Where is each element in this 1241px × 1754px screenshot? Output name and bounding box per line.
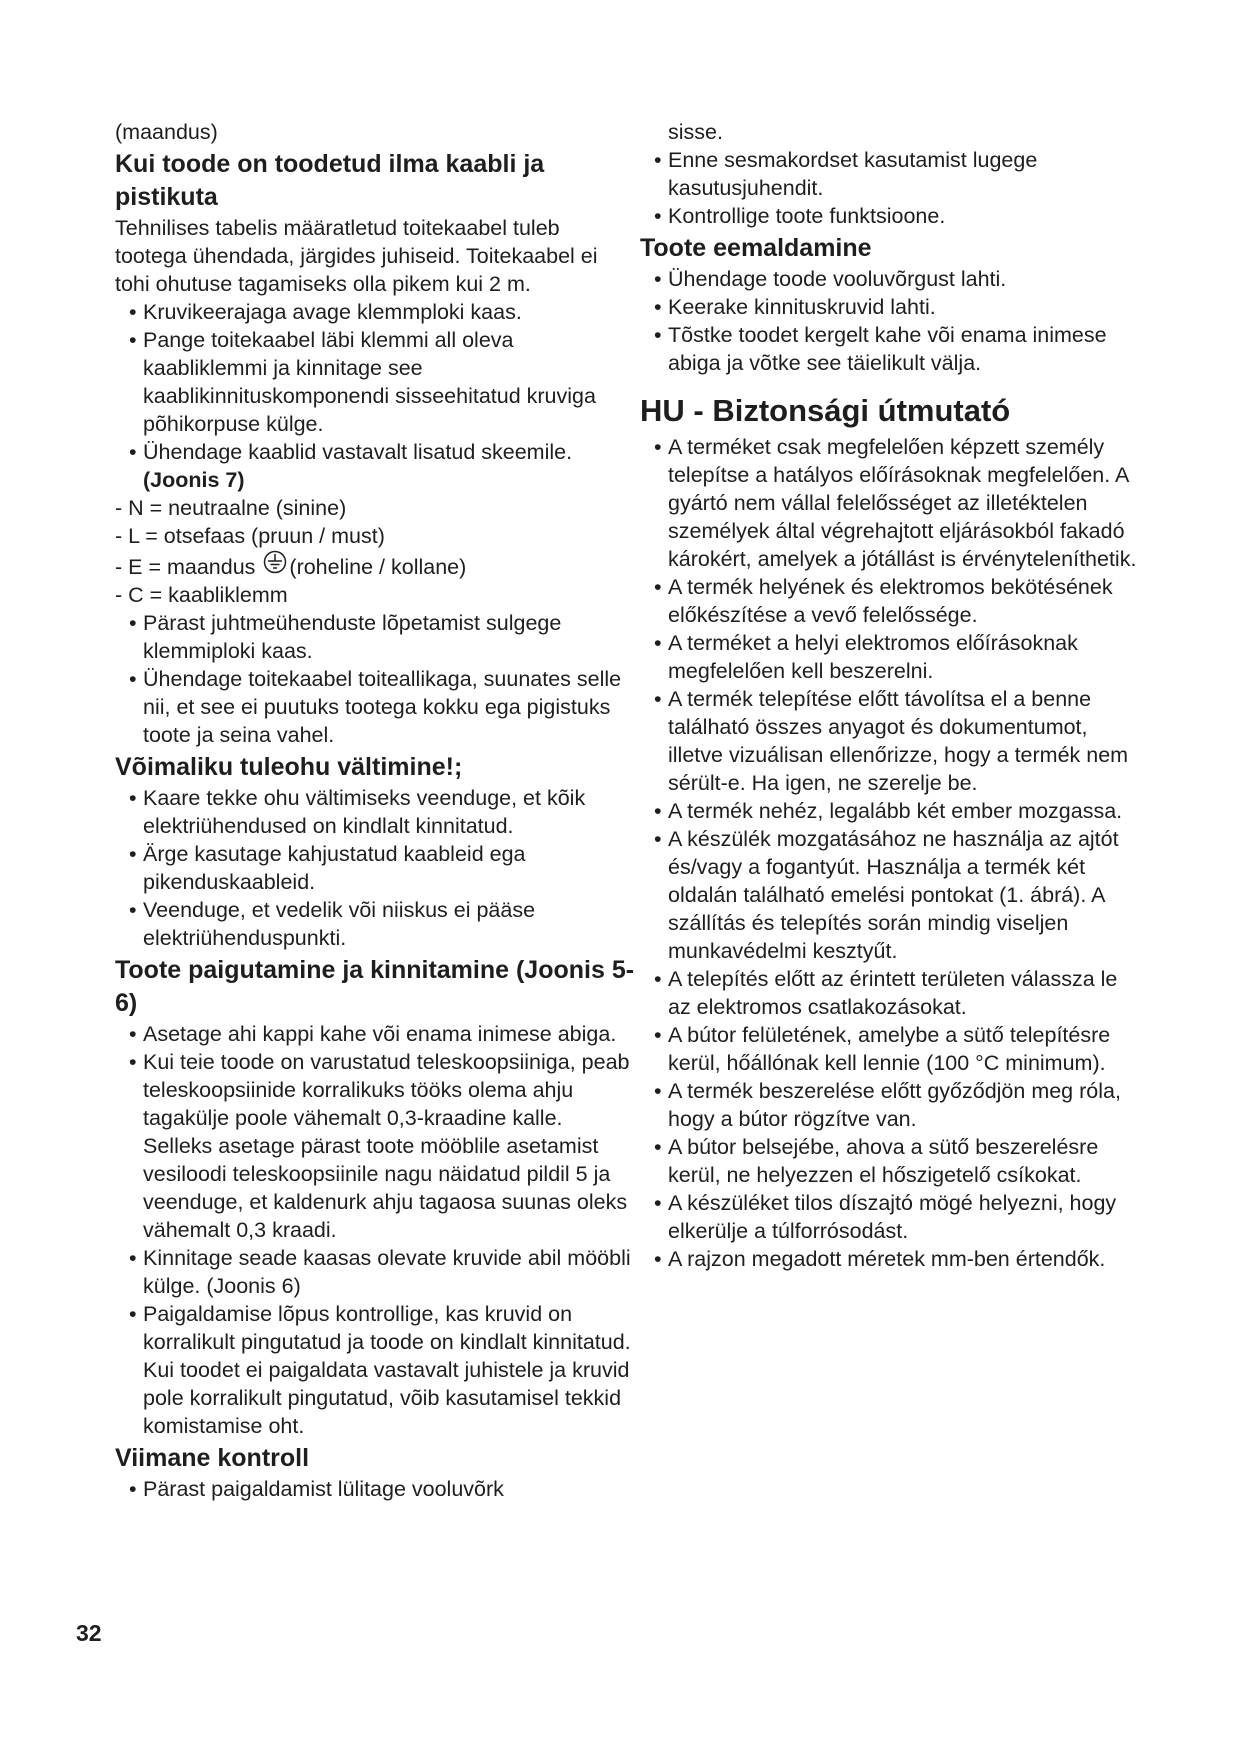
list-item: • Pärast juhtmeühenduste lõpetamist sulgege klemmiploki kaas. xyxy=(115,609,635,665)
list-item: • A termék beszerelése előtt győződjön meg róla, hogy a bútor rögzítve van. xyxy=(640,1077,1145,1133)
after-bullet-list xyxy=(115,609,635,749)
list-item: • Kruvikeerajaga avage klemmploki kaas. xyxy=(115,298,635,326)
list-item: • A termék telepítése előtt távolítsa el a benne található összes anyagot és dokumentumot, illetve vizuálisan ellenőrizze, hogy a termék nem sérült-e. Ha igen, ne szerelje be. xyxy=(640,685,1145,797)
removal-bullet-list xyxy=(640,265,1145,377)
cable-bullet-list xyxy=(115,298,635,494)
list-item: • A készüléket tilos díszajtó mögé helyezni, hogy elkerülje a túlforrósodást. xyxy=(640,1189,1145,1245)
right-column xyxy=(640,118,1145,1273)
list-item: • A terméket csak megfelelően képzett személy telepítse a hatályos előírásoknak megfelelően. A gyártó nem vállal felelősséget az illetéktelen személyek által végrehajtott eljárásokból fakadó károkért, amelyek a jótállást is érvényteleníthetik. xyxy=(640,433,1145,573)
intro-text: (maandus) xyxy=(115,120,218,144)
wire-neutral: - N = neutraalne (sinine) xyxy=(115,496,347,520)
list-item: • Pärast paigaldamist lülitage vooluvõrk xyxy=(115,1475,635,1503)
list-item: • Veenduge, et vedelik või niiskus ei pääse elektriühenduspunkti. xyxy=(115,896,635,952)
wiring-list xyxy=(115,494,635,609)
list-item: • Ühendage toode vooluvõrgust lahti. xyxy=(640,265,1145,293)
list-item: • Pange toitekaabel läbi klemmi all oleva kaabliklemmi ja kinnitage see kaablikinnituskomponendi sisseehitatud kruviga põhikorpuse külge. xyxy=(115,326,635,438)
list-item: • A készülék mozgatásához ne használja az ajtót és/vagy a fogantyút. Használja a termék két oldalán található emelési pontokat (1. ábrá). A szállítás és telepítés során mindig viseljen munkavédelmi kesztyűt. xyxy=(640,825,1145,965)
heading-cable: Kui toode on toodetud ilma kaabli ja pistikuta xyxy=(115,150,545,211)
list-item: • Paigaldamise lõpus kontrollige, kas kruvid on korralikult pingutatud ja toode on kindlalt kinnitatud. Kui toodet ei paigaldata vastavalt juhistele ja kruvid pole korralikult pingutatud, võib kasutamisel tekkid komistamise oht. xyxy=(115,1300,635,1440)
heading-removal: Toote eemaldamine xyxy=(640,234,872,262)
wire-earth: - E = maandus (roheline / kollane) xyxy=(115,550,635,581)
connect-text: Ühendage kaablid vastavalt lisatud skeemile. xyxy=(143,440,573,464)
figure-reference: (Joonis 7) xyxy=(143,468,245,492)
list-item: • Ärge kasutage kahjustatud kaableid ega pikenduskaableid. xyxy=(115,840,635,896)
list-item: • A rajzon megadott méretek mm-ben értendők. xyxy=(640,1245,1145,1273)
wire-phase: - L = otsefaas (pruun / must) xyxy=(115,524,385,548)
list-item: • Tõstke toodet kergelt kahe või enama inimese abiga ja võtke see täielikult välja. xyxy=(640,321,1145,377)
list-item: • Asetage ahi kappi kahe või enama inimese abiga. xyxy=(115,1020,635,1048)
list-item: • Kontrollige toote funktsioone. xyxy=(640,202,1145,230)
continuation-bullet-list xyxy=(640,146,1145,230)
list-item: • A terméket a helyi elektromos előírásoknak megfelelően kell beszerelni. xyxy=(640,629,1145,685)
heading-fire: Võimaliku tuleohu vältimine!; xyxy=(115,753,463,781)
list-item: • Ühendage toitekaabel toiteallikaga, suunates selle nii, et see ei puutuks tootega kokku ega pigistuks toote ja seina vahel. xyxy=(115,665,635,749)
placement-bullet-list xyxy=(115,1020,635,1440)
fire-bullet-list xyxy=(115,784,635,952)
list-item: • A telepítés előtt az érintett területen válassza le az elektromos csatlakozásokat. xyxy=(640,965,1145,1021)
list-item: • Kaare tekke ohu vältimiseks veenduge, et kõik elektriühendused on kindlalt kinnitatud. xyxy=(115,784,635,840)
list-item: • Enne sesmakordset kasutamist lugege kasutusjuhendit. xyxy=(640,146,1145,202)
heading-hu-safety: HU - Biztonsági útmutató xyxy=(640,393,1011,428)
list-item: • Kinnitage seade kaasas olevate kruvide abil mööbli külge. (Joonis 6) xyxy=(115,1244,635,1300)
list-item: • A bútor felületének, amelybe a sütő telepítésre kerül, hőállónak kell lennie (100 °C minimum). xyxy=(640,1021,1145,1077)
list-item: • Keerake kinnituskruvid lahti. xyxy=(640,293,1145,321)
paragraph-cable: Tehnilises tabelis määratletud toitekaabel tuleb tootega ühendada, järgides juhiseid. Toitekaabel ei tohi ohutuse tagamiseks olla pikem kui 2 m. xyxy=(115,216,598,296)
hu-bullet-list xyxy=(640,433,1145,1273)
ground-symbol-icon xyxy=(261,550,289,581)
final-bullet-list xyxy=(115,1475,635,1503)
page-number: 32 xyxy=(76,1620,102,1646)
heading-placement: Toote paigutamine ja kinnitamine (Joonis 5-6) xyxy=(115,956,635,1017)
left-column xyxy=(115,118,635,1503)
heading-final-check: Viimane kontroll xyxy=(115,1444,310,1472)
list-item xyxy=(115,438,635,494)
list-item: • A termék nehéz, legalább két ember mozgassa. xyxy=(640,797,1145,825)
wire-clamp: - C = kaabliklemm xyxy=(115,583,288,607)
list-item: • Kui teie toode on varustatud teleskoopsiiniga, peab teleskoopsiinide korralikuks tööks olema ahju tagakülje poole vähemalt 0,3-kraadine kalle. Selleks asetage pärast toote mööblile asetamist vesiloodi teleskoopsiinile nagu näidatud pildil 5 ja veenduge, et kaldenurk ahju tagaosa suunas oleks vähemalt 0,3 kraadi. xyxy=(115,1048,635,1244)
continuation-line: sisse. xyxy=(668,120,723,144)
list-item: • A termék helyének és elektromos bekötésének előkészítése a vevő felelőssége. xyxy=(640,573,1145,629)
list-item: • A bútor belsejébe, ahova a sütő beszerelésre kerül, ne helyezzen el hőszigetelő csíkokat. xyxy=(640,1133,1145,1189)
